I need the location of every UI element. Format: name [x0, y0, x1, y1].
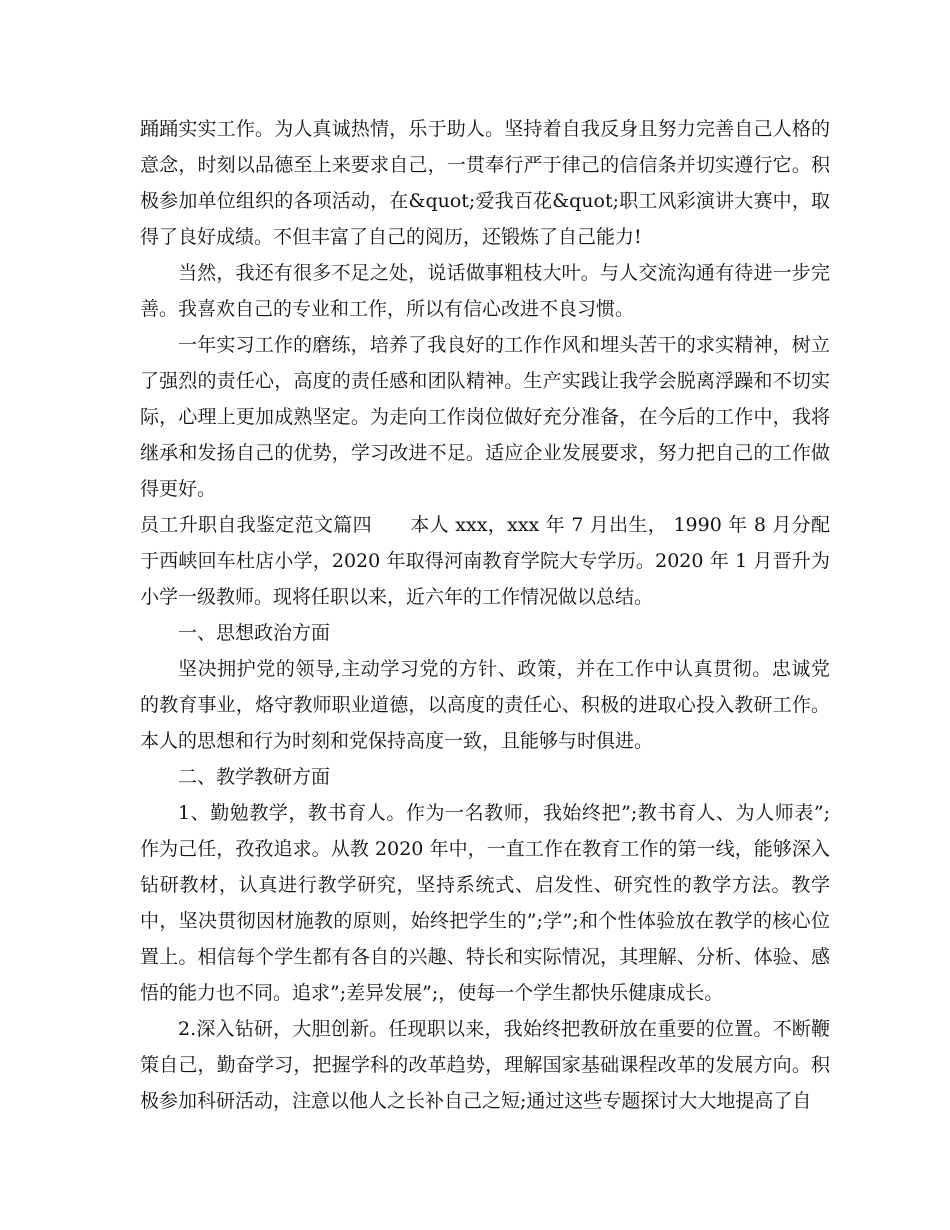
paragraph-teaching-1: 1、勤勉教学，教书育人。作为一名教师，我始终把”;教书育人、为人师表”;作为己任，孜孜追求。从教 2020 年中，一直工作在教育工作的第一线，能够深入钻研教材，认真进行教学研究，坚持系统式、启发性、研究性的教学方法。教学中，坚决贯彻因材施教的原则，始终把学生的”;学”;和个性体验放在教学的核心位置上。相信每个学生都有各自的兴趣、特长和实际情况，其理解、分析、体验、感悟的能力也不同。追求”;差异发展”;，使每一个学生都快乐健康成长。: [140, 802, 830, 1004]
document-body: [140, 111, 830, 1119]
heading-teaching: 二、教学教研方面: [178, 766, 331, 788]
paragraph-3: 一年实习工作的磨练，培养了我良好的工作作风和埋头苦干的求实精神，树立了强烈的责任心，高度的责任感和团队精神。生产实践让我学会脱离浮躁和不切实际，心理上更加成熟坚定。为走向工作岗位做好充分准备，在今后的工作中，我将继承和发扬自己的优势，学习改进不足。适应企业发展要求，努力把自己的工作做得更好。: [140, 334, 830, 500]
paragraph-4-body: 本人 xxx，xxx 年 7 月出生， 1990 年 8 月分配于西峡回车杜店小学，2020 年取得河南教育学院大专学历。2020 年 1 月晋升为小学一级教师。现将任职以来，近六年的工作情况做以总结。: [140, 514, 830, 608]
section-title: 员工升职自我鉴定范文篇四: [140, 514, 372, 536]
paragraph-teaching-2: 2.深入钻研，大胆创新。任现职以来，我始终把教研放在重要的位置。不断鞭策自己，勤奋学习，把握学科的改革趋势，理解国家基础课程改革的发展方向。积极参加科研活动，注意以他人之长补自己之短;通过这些专题探讨大大地提高了自: [140, 1018, 830, 1112]
paragraph-politics: 坚决拥护党的领导,主动学习党的方针、政策，并在工作中认真贯彻。忠诚党的教育事业，烙守教师职业道德，以高度的责任心、积极的进取心投入教研工作。本人的思想和行为时刻和党保持高度一致，且能够与时俱进。: [140, 658, 830, 752]
paragraph-2: 当然，我还有很多不足之处，说话做事粗枝大叶。与人交流沟通有待进一步完善。我喜欢自己的专业和工作，所以有信心改进不良习惯。: [140, 262, 830, 320]
paragraph-1: 踊踊实实工作。为人真诚热情，乐于助人。坚持着自我反身且努力完善自己人格的意念，时刻以品德至上来要求自己，一贯奉行严于律己的信信条并切实遵行它。积极参加单位组织的各项活动，在&quot;爱我百花&quot;职工风彩演讲大赛中，取得了良好成绩。不但丰富了自己的阅历，还锻炼了自己能力!: [140, 118, 830, 248]
heading-politics: 一、思想政治方面: [178, 622, 331, 644]
section-paragraph-4: [140, 507, 830, 615]
